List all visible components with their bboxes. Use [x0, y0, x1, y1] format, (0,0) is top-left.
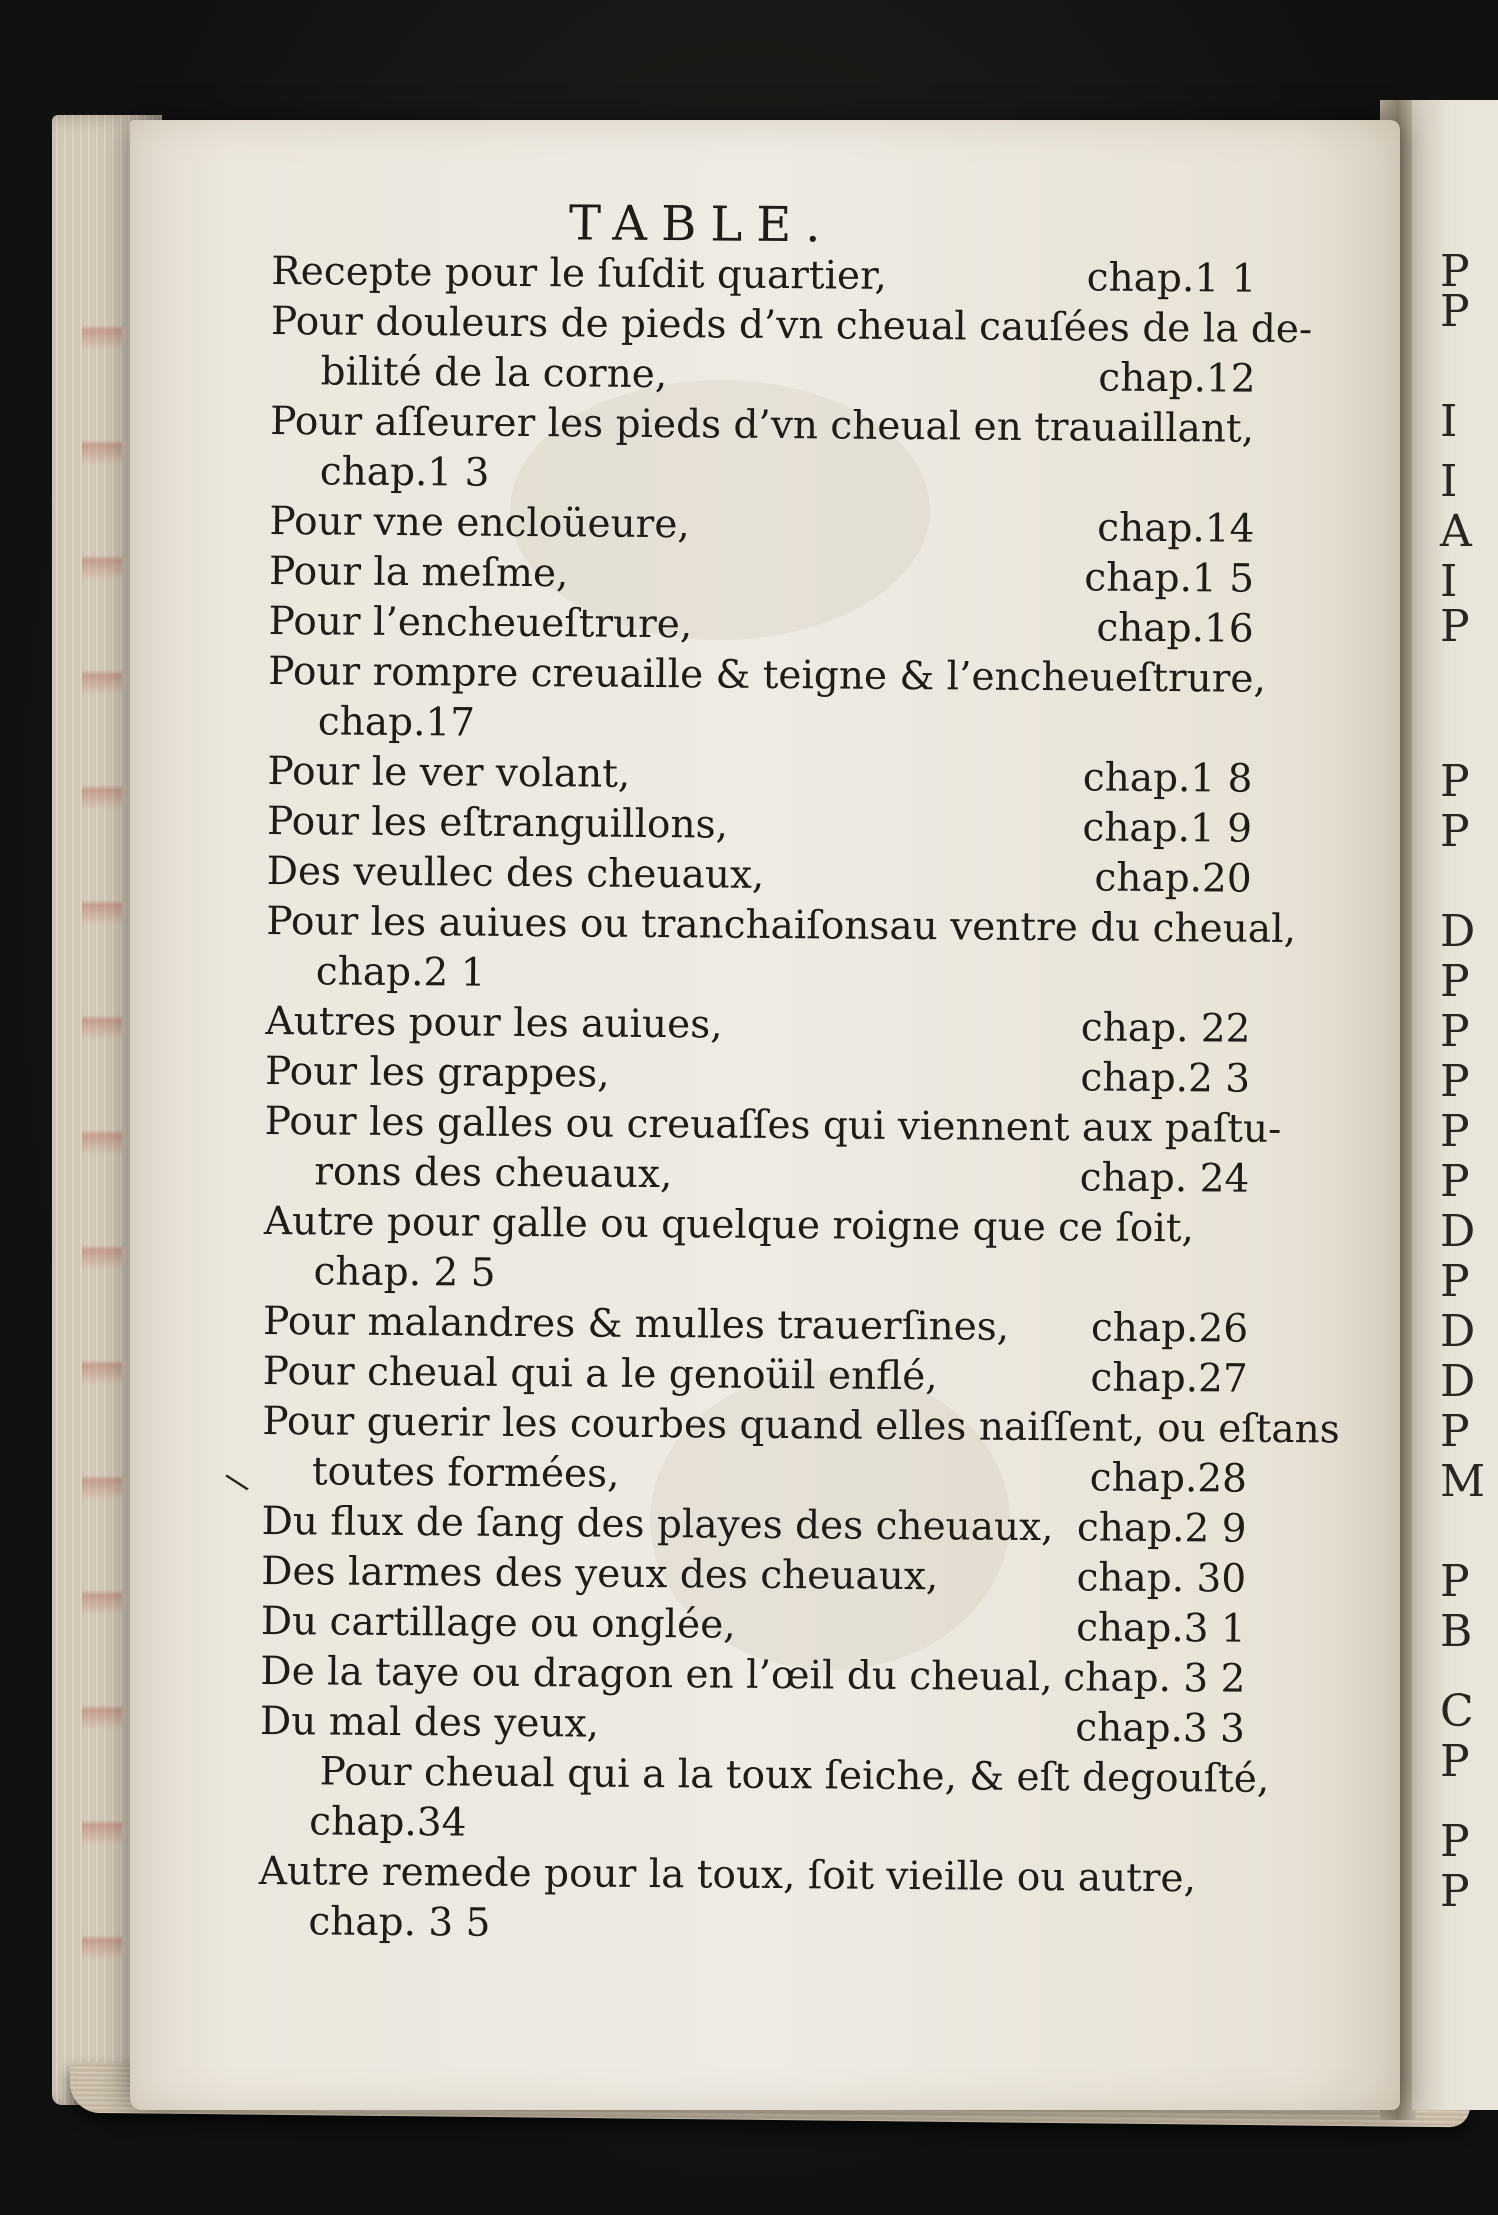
toc-entry	[259, 1747, 1270, 1855]
entry-text: Pour malandres & mulles trauerſines,	[262, 1298, 1010, 1350]
entry-text: Autres pour les auiues,	[265, 998, 723, 1048]
chapter-ref: chap. 3 5	[308, 1899, 491, 1946]
entry-text: Autre pour galle ou quelque roigne que ce ſoit,	[263, 1198, 1195, 1252]
chapter-ref: chap.1 1	[1086, 255, 1257, 302]
entry-text: De la taye ou dragon en l’œil du cheual,	[260, 1648, 1053, 1701]
entry-text: Des veullec des cheuaux,	[266, 848, 765, 898]
chapter-ref: chap.1 3	[319, 449, 490, 496]
toc-entry	[263, 1347, 1248, 1405]
entry-text: Pour les galles ou creuaſſes qui viennent aux paſtu-	[264, 1098, 1282, 1152]
chapter-ref: chap. 3 2	[1063, 1655, 1246, 1702]
toc-entry	[261, 1547, 1246, 1605]
toc-entry	[269, 547, 1254, 605]
toc-entry	[264, 1097, 1282, 1205]
entry-text: Du cartillage ou onglée,	[260, 1598, 736, 1648]
toc-entry	[271, 247, 1256, 305]
chapter-ref: chap.26	[1090, 1305, 1249, 1352]
chapter-ref: chap.3 1	[1075, 1605, 1246, 1652]
toc-entry	[261, 1597, 1246, 1655]
toc-entry	[260, 1647, 1245, 1705]
entry-text: Pour les auiues ou tranchaiſonsau ventre du cheual,	[266, 898, 1297, 953]
entry-text: Recepte pour le ſuſdit quartier,	[271, 248, 888, 299]
chapter-ref: chap. 24	[1079, 1155, 1250, 1202]
toc-entry	[266, 897, 1297, 1005]
entry-text: Pour guerir les courbes quand elles naiſſent, ou eſtans	[262, 1398, 1340, 1453]
chapter-ref: chap.1 9	[1082, 805, 1253, 852]
chapter-ref: chap.1 8	[1082, 755, 1253, 802]
entry-text: Pour cheual qui a le genoüil enflé,	[262, 1348, 938, 1400]
chapter-ref: chap.17	[317, 699, 476, 746]
toc-entry	[265, 1047, 1250, 1105]
toc-entry	[270, 297, 1313, 405]
entry-text: Pour les eſtranguillons,	[266, 798, 729, 848]
entry-text: Pour aſſeurer les pieds d’vn cheual en trauaillant,	[270, 398, 1255, 452]
chapter-ref: chap.3 3	[1075, 1705, 1246, 1752]
toc-entry	[268, 647, 1267, 755]
entry-text-continued: bilité de la corne,	[320, 349, 668, 398]
toc-entry	[258, 1847, 1244, 1955]
chapter-ref: chap. 30	[1076, 1555, 1247, 1602]
red-edge-marks	[82, 235, 122, 2035]
chapter-ref: chap. 22	[1080, 1005, 1251, 1052]
toc-entry	[270, 397, 1256, 505]
entry-text: Pour douleurs de pieds d’vn cheual cauſées de la de-	[270, 298, 1313, 353]
entry-text: Pour cheual qui a la toux ſeiche, & eſt degouſté,	[319, 1749, 1270, 1802]
toc-entry	[262, 1397, 1340, 1505]
entry-text: Des larmes des yeux des cheuaux,	[261, 1548, 939, 1600]
toc-entry	[263, 1297, 1248, 1355]
chapter-ref: chap.16	[1096, 605, 1254, 652]
toc-entry	[267, 747, 1252, 805]
entry-text: Autre remede pour la toux, ſoit vieille ou autre,	[258, 1848, 1197, 1902]
chapter-ref: chap. 2 5	[313, 1249, 496, 1296]
chapter-ref: chap.27	[1090, 1355, 1248, 1402]
chapter-ref: chap.2 1	[315, 949, 486, 996]
toc-entry	[266, 847, 1251, 905]
table-of-contents	[258, 195, 1340, 1955]
chapter-ref: chap.14	[1097, 505, 1255, 552]
pencil-mark-icon: \	[221, 1465, 253, 1500]
toc-entry	[265, 997, 1250, 1055]
toc-entry	[269, 497, 1254, 555]
toc-entry	[263, 1197, 1249, 1305]
entry-text: Du flux de ſang des playes des cheuaux,	[261, 1498, 1054, 1551]
chapter-ref: chap.34	[309, 1799, 467, 1846]
toc-entry	[268, 597, 1253, 655]
chapter-ref: chap.28	[1089, 1455, 1248, 1502]
chapter-ref: chap.2 3	[1080, 1055, 1251, 1102]
toc-entry	[261, 1497, 1246, 1555]
chapter-ref: chap.12	[1098, 355, 1256, 402]
toc-entry	[260, 1697, 1245, 1755]
entry-text: Du mal des yeux,	[259, 1698, 600, 1747]
chapter-ref: chap.20	[1094, 855, 1252, 902]
entry-text: Pour rompre creuaille & teigne & l’encheueſtrure,	[268, 648, 1267, 702]
entry-text: Pour l’encheueſtrure,	[268, 598, 693, 648]
entry-text: Pour le ver volant,	[267, 748, 631, 797]
entry-text-continued: toutes formées,	[311, 1449, 620, 1497]
entry-text: Pour vne encloüeure,	[269, 498, 690, 548]
chapter-ref: chap.2 9	[1076, 1505, 1247, 1552]
entry-text-continued: rons des cheuaux,	[314, 1149, 673, 1198]
entry-text: Pour la meſme,	[268, 548, 569, 597]
entry-text: Pour les grappes,	[264, 1048, 610, 1097]
page-title: TABLE.	[568, 195, 835, 254]
chapter-ref: chap.1 5	[1084, 555, 1255, 602]
toc-entry	[267, 797, 1252, 855]
